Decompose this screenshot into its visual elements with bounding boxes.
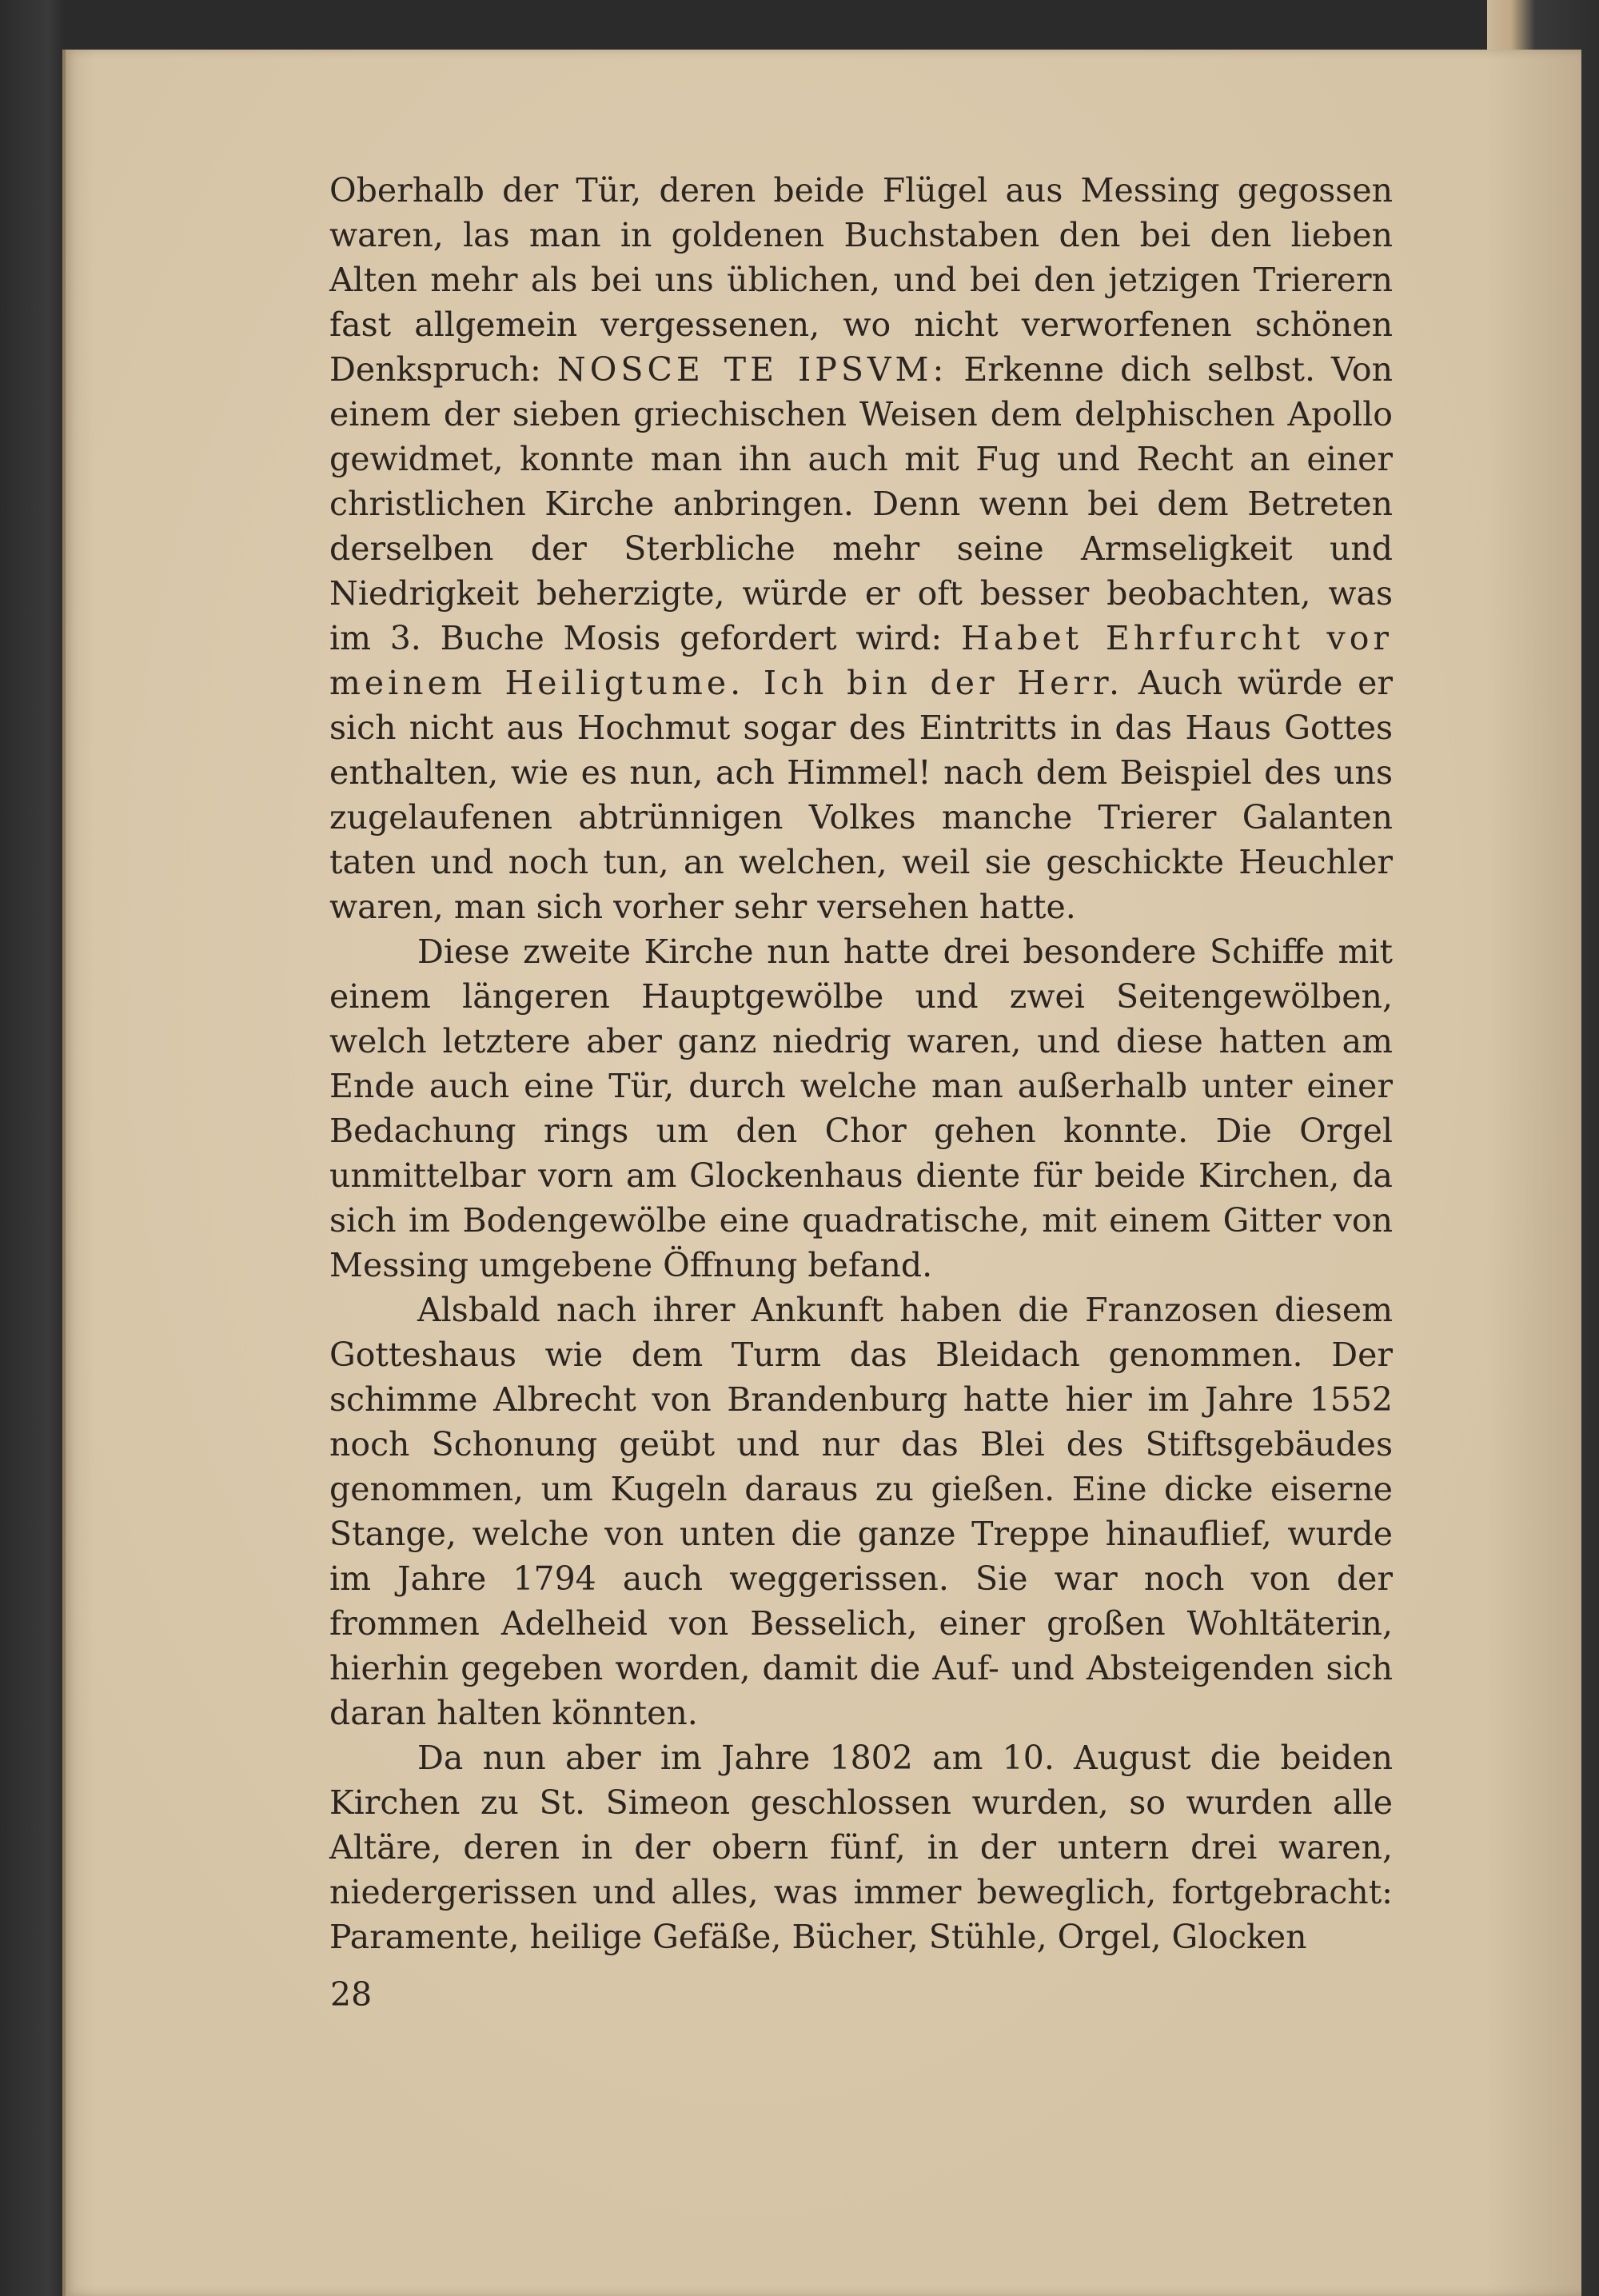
page-body-text <box>329 168 1393 1959</box>
paragraph-4: Da nun aber im Jahre 1802 am 10. August die beiden Kirchen zu St. Simeon geschlossen wurden, so wurden alle Altäre, deren in der obern fünf, in der untern drei waren, niedergerissen und alles, was immer beweglich, fortgebracht: Paramente, heilige Gefäße, Bücher, Stühle, Orgel, Glocken <box>329 1739 1393 1956</box>
paragraph-1-segment-3: Erkenne dich selbst. Von einem der sieben griechischen Weisen dem delphischen Apollo gewidmet, konnte man ihn auch mit Fug und Recht an einer christlichen Kirche anbringen. Denn wenn bei dem Betreten derselben der Sterbliche mehr seine Armseligkeit und Niedrigkeit beherzigte, würde er oft besser beobachten, was im 3. Buche Mosis gefordert wird: <box>329 350 1393 657</box>
paragraph-3: Alsbald nach ihrer Ankunft haben die Franzosen diesem Gotteshaus wie dem Turm das Bleidach genommen. Der schimme Albrecht von Brandenburg hatte hier im Jahre 1552 noch Schonung geübt und nur das Blei des Stiftsgebäudes genommen, um Kugeln daraus zu gießen. Eine dicke eiserne Stange, welche von unten die ganze Treppe hinauflief, wurde im Jahre 1794 auch weggerissen. Sie war noch von der frommen Adelheid von Besselich, einer großen Wohltäterin, hierhin gegeben worden, damit die Auf- und Absteigenden sich daran halten könnten. <box>329 1291 1393 1732</box>
paragraph-1-segment-5: Auch würde er sich nicht aus Hochmut sogar des Eintritts in das Haus Gottes enthalten, wie es nun, ach Himmel! nach dem Beispiel des uns zugelaufenen abtrünnigen Volkes manche Trierer Galanten taten und noch tun, an welchen, weil sie geschickte Heuchler waren, man sich vorher sehr versehen hatte. <box>329 664 1393 926</box>
paragraph-1 <box>329 168 1393 929</box>
page-number: 28 <box>330 1975 373 2014</box>
paragraph-2: Diese zweite Kirche nun hatte drei besondere Schiffe mit einem längeren Hauptgewölbe und zwei Seitengewölben, welch letztere aber ganz niedrig waren, und diese hatten am Ende auch eine Tür, durch welche man außerhalb unter einer Bedachung rings um den Chor gehen konnte. Die Orgel unmittelbar vorn am Glockenhaus diente für beide Kirchen, da sich im Bodengewölbe eine quadratische, mit einem Gitter von Messing umgebene Öffnung befand. <box>329 932 1393 1284</box>
page-left-border <box>62 50 94 2296</box>
scripture-quote: Habet Ehrfurcht vor meinem Heiligtume. Ich bin der Herr. <box>329 619 1394 702</box>
latin-motto: NOSCE TE IPSVM: <box>556 350 948 389</box>
paragraph-1-segment-1: Oberhalb der Tür, deren beide Flügel aus Messing gegossen waren, las man in goldenen Buchstaben den bei den lieben Alten mehr als bei uns üblichen, und bei den jetzigen Trierern fast allgemein vergessenen, wo nicht verworfenen schönen Denkspruch: <box>329 171 1393 389</box>
